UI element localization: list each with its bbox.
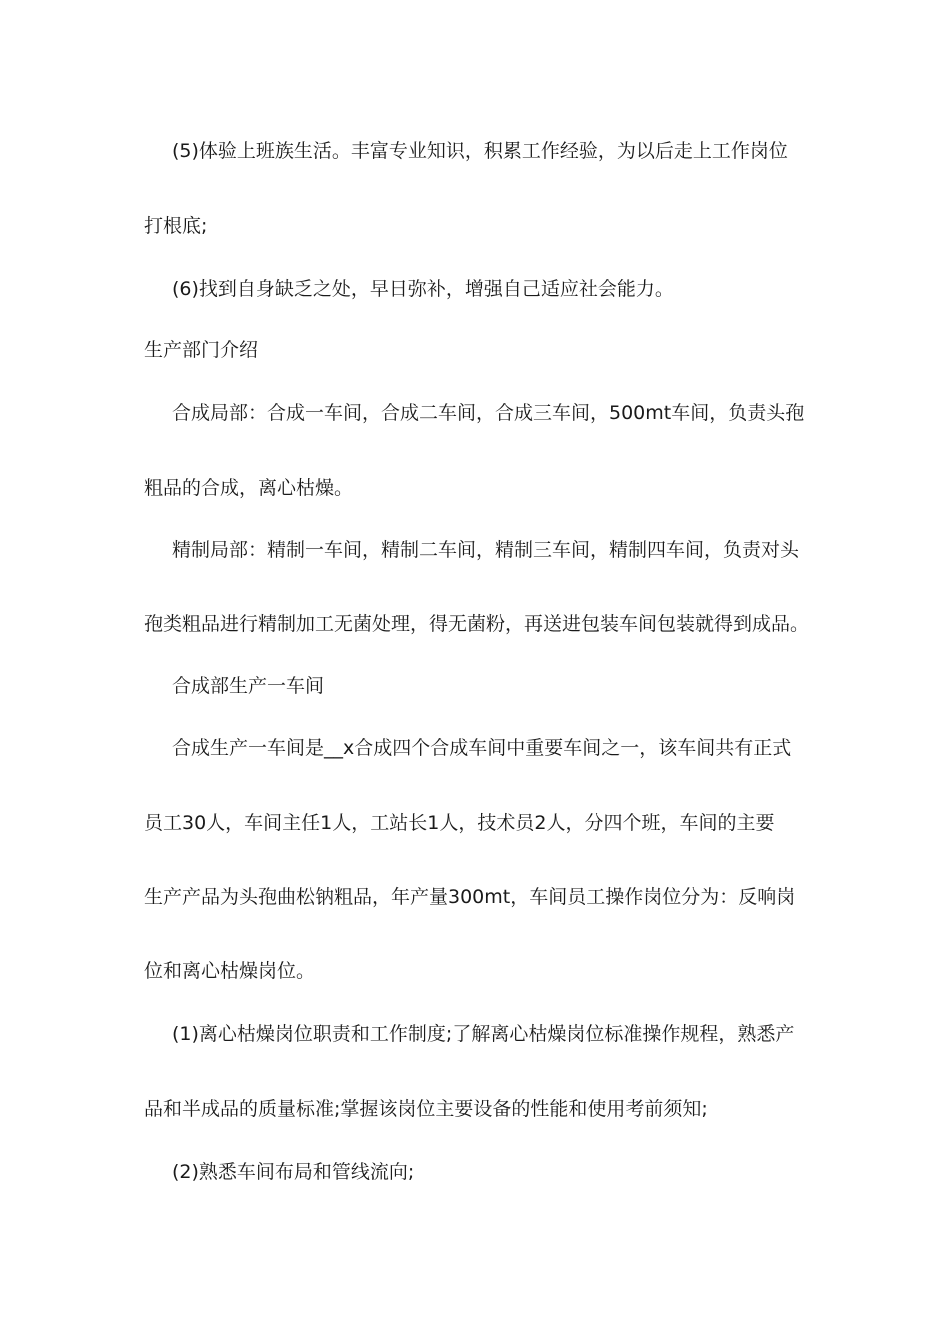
paragraph-line: 品和半成品的质量标准;掌握该岗位主要设备的性能和使用考前须知; xyxy=(144,1098,708,1120)
paragraph-line: 精制局部：精制一车间，精制二车间，精制三车间，精制四车间，负责对头 xyxy=(172,539,800,561)
paragraph-line: 合成局部：合成一车间，合成二车间，合成三车间，500mt车间，负责头孢 xyxy=(172,402,805,424)
paragraph-line: 合成生产一车间是__x合成四个合成车间中重要车间之一，该车间共有正式 xyxy=(172,737,792,759)
subsection-heading: 合成部生产一车间 xyxy=(172,675,325,697)
paragraph-line: 打根底; xyxy=(144,215,208,237)
paragraph-line: (2)熟悉车间布局和管线流向; xyxy=(172,1161,415,1183)
paragraph-line: 员工30人，车间主任1人，工站长1人，技术员2人，分四个班，车间的主要 xyxy=(144,812,775,834)
paragraph-line: (1)离心枯燥岗位职责和工作制度;了解离心枯燥岗位标准操作规程，熟悉产 xyxy=(172,1023,795,1045)
paragraph-line: 孢类粗品进行精制加工无菌处理，得无菌粉，再送进包装车间包装就得到成品。 xyxy=(144,613,810,635)
section-heading: 生产部门介绍 xyxy=(144,339,259,361)
paragraph-line: 粗品的合成，离心枯燥。 xyxy=(144,477,354,499)
paragraph-line: (6)找到自身缺乏之处，早日弥补，增强自己适应社会能力。 xyxy=(172,278,674,300)
paragraph-line: 生产产品为头孢曲松钠粗品，年产量300mt，车间员工操作岗位分为：反响岗 xyxy=(144,886,796,908)
paragraph-line: 位和离心枯燥岗位。 xyxy=(144,960,316,982)
paragraph-line: (5)体验上班族生活。丰富专业知识，积累工作经验，为以后走上工作岗位 xyxy=(172,140,788,162)
